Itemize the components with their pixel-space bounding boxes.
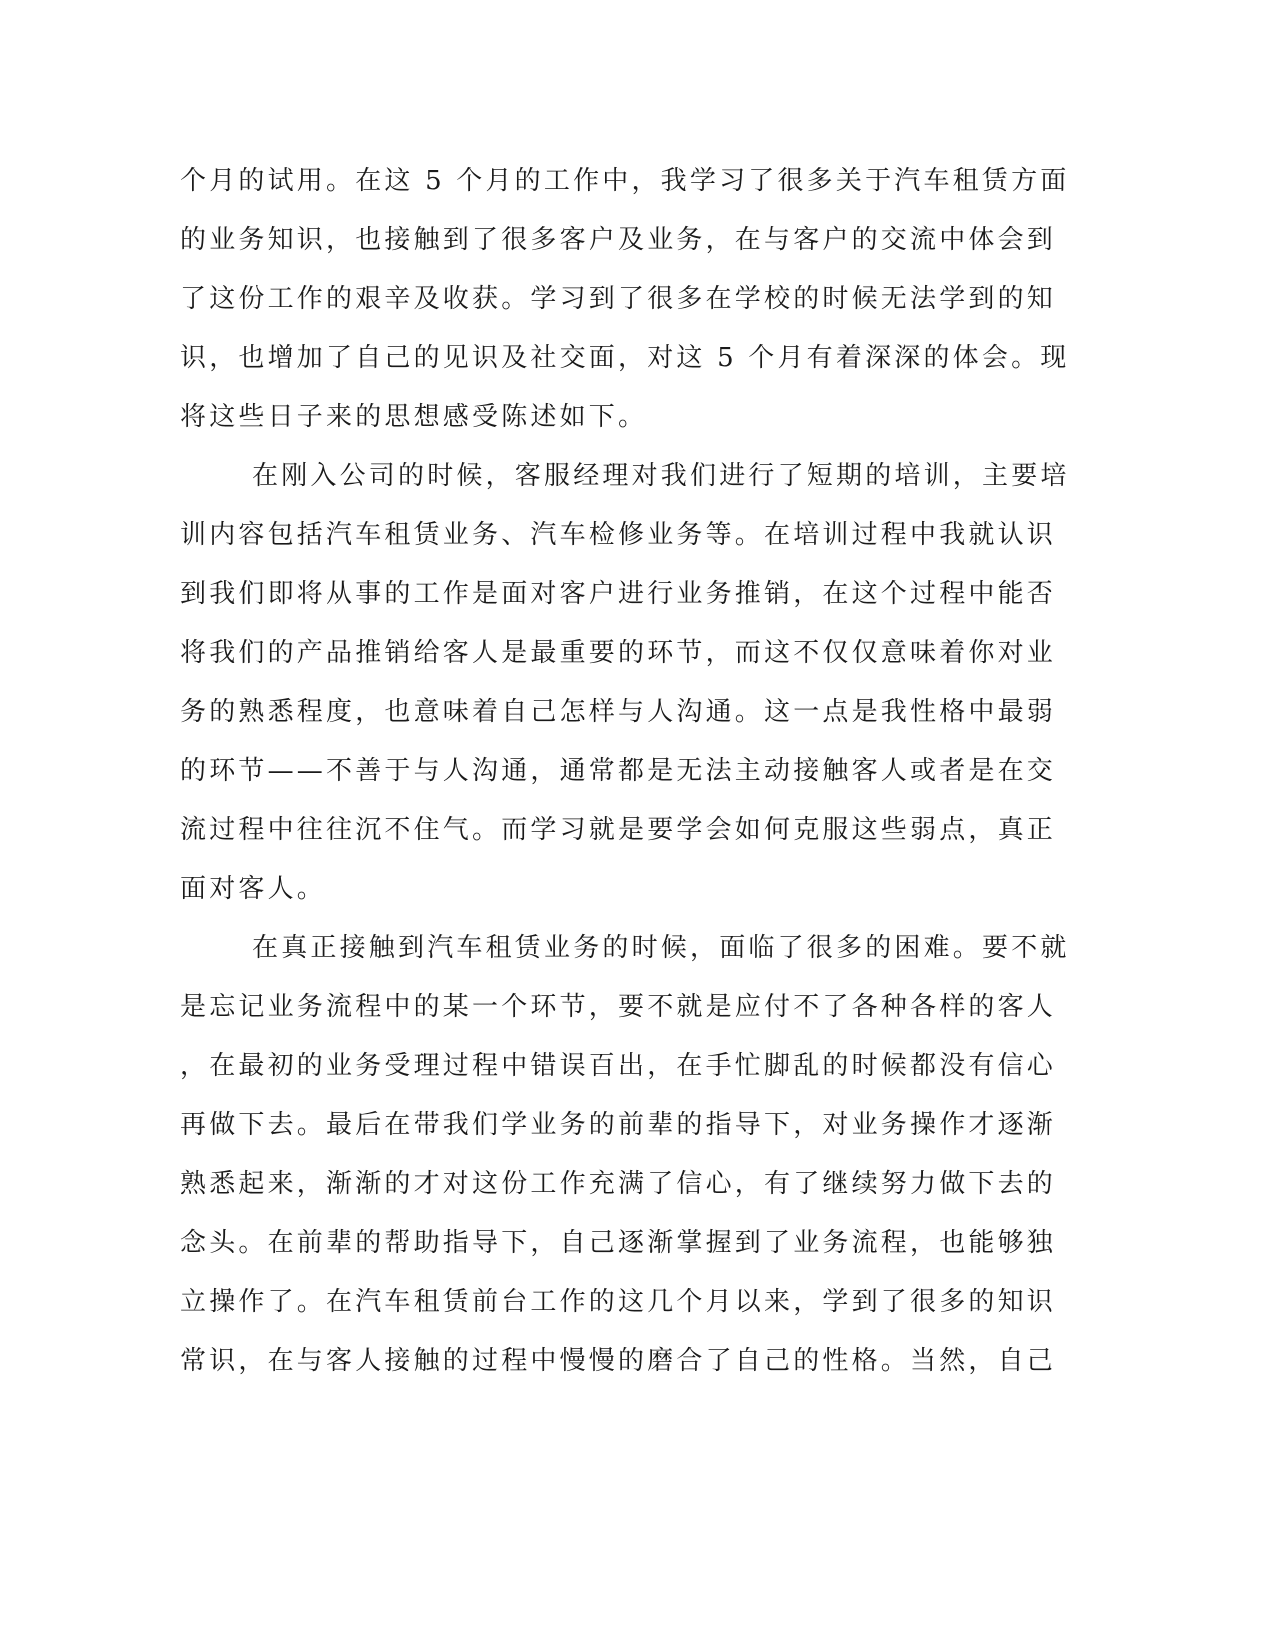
paragraph-3 (180, 919, 1070, 1391)
text-line: 将我们的产品推销给客人是最重要的环节，而这不仅仅意味着你对业 (180, 638, 1057, 668)
text-line: 在刚入公司的时候，客服经理对我们进行了短期的培训，主要培 (252, 461, 1070, 491)
text-line: 在真正接触到汽车租赁业务的时候，面临了很多的困难。要不就 (252, 933, 1070, 963)
text-line: 熟悉起来，渐渐的才对这份工作充满了信心，有了继续努力做下去的 (180, 1169, 1057, 1199)
text-line: 的环节——不善于与人沟通，通常都是无法主动接触客人或者是在交 (180, 756, 1057, 786)
text-line: 面对客人。 (180, 874, 327, 904)
document-body (180, 152, 1070, 1391)
text-line: 常识，在与客人接触的过程中慢慢的磨合了自己的性格。当然，自己 (180, 1346, 1057, 1376)
text-line: 了这份工作的艰辛及收获。学习到了很多在学校的时候无法学到的知 (180, 284, 1057, 314)
text-line: 识，也增加了自己的见识及社交面，对这 5 个月有着深深的体会。现 (180, 343, 1070, 373)
text-line: 的业务知识，也接触到了很多客户及业务，在与客户的交流中体会到 (180, 225, 1057, 255)
text-line: 再做下去。最后在带我们学业务的前辈的指导下，对业务操作才逐渐 (180, 1110, 1057, 1140)
paragraph-2 (180, 447, 1070, 919)
text-line: 务的熟悉程度，也意味着自己怎样与人沟通。这一点是我性格中最弱 (180, 697, 1057, 727)
paragraph-1 (180, 152, 1070, 447)
text-line: 训内容包括汽车租赁业务、汽车检修业务等。在培训过程中我就认识 (180, 520, 1057, 550)
text-line: 个月的试用。在这 5 个月的工作中，我学习了很多关于汽车租赁方面 (180, 166, 1070, 196)
text-line: 念头。在前辈的帮助指导下，自己逐渐掌握到了业务流程，也能够独 (180, 1228, 1057, 1258)
text-line: 立操作了。在汽车租赁前台工作的这几个月以来，学到了很多的知识 (180, 1287, 1057, 1317)
text-line: 将这些日子来的思想感受陈述如下。 (180, 402, 648, 432)
text-line: 流过程中往往沉不住气。而学习就是要学会如何克服这些弱点，真正 (180, 815, 1057, 845)
text-line: ，在最初的业务受理过程中错误百出，在手忙脚乱的时候都没有信心 (180, 1051, 1057, 1081)
text-line: 是忘记业务流程中的某一个环节，要不就是应付不了各种各样的客人 (180, 992, 1057, 1022)
text-line: 到我们即将从事的工作是面对客户进行业务推销，在这个过程中能否 (180, 579, 1057, 609)
